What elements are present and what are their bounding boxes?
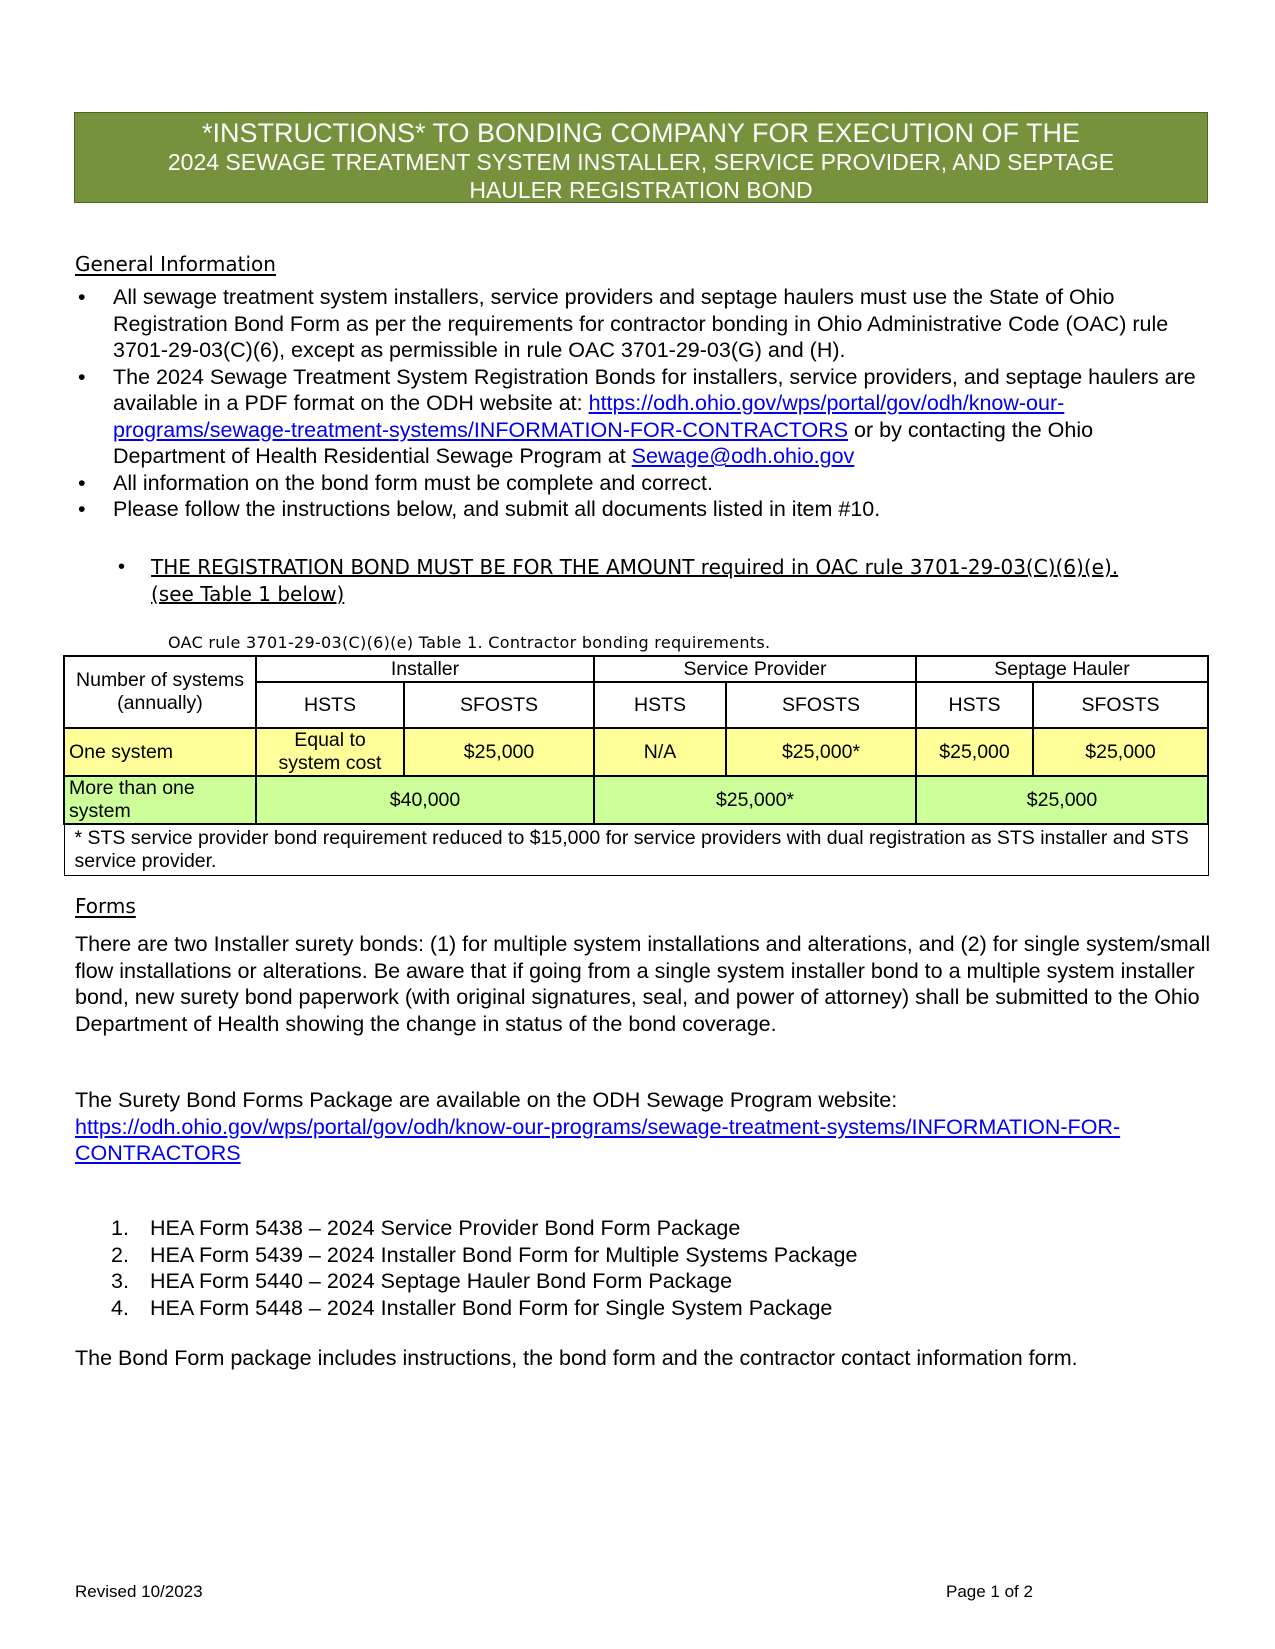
list-number: 2. bbox=[111, 1242, 129, 1267]
table-cell: $25,000* bbox=[594, 776, 916, 824]
table-cell: N/A bbox=[594, 728, 726, 776]
list-text: HEA Form 5438 – 2024 Service Provider Bond Form Package bbox=[150, 1216, 741, 1240]
bullet-text: or by contacting the Ohio Department of Health Residential Sewage Program at bbox=[113, 417, 1094, 468]
table-cell: $25,000 bbox=[916, 728, 1033, 776]
bonding-requirements-table bbox=[63, 655, 1209, 876]
service-provider-header: Service Provider bbox=[594, 656, 916, 682]
surety-paragraph bbox=[75, 1087, 1215, 1167]
subcol-header: SFOSTS bbox=[726, 682, 916, 728]
systems-column-header: Number of systems (annually) bbox=[64, 656, 256, 728]
table-row-multiple-systems bbox=[64, 776, 1208, 824]
title-banner bbox=[74, 112, 1208, 203]
list-item bbox=[75, 1268, 857, 1295]
installer-header: Installer bbox=[256, 656, 594, 682]
list-item bbox=[75, 1215, 857, 1242]
septage-hauler-header: Septage Hauler bbox=[916, 656, 1208, 682]
list-number: 1. bbox=[111, 1216, 129, 1240]
subcol-header: HSTS bbox=[594, 682, 726, 728]
list-text: HEA Form 5440 – 2024 Septage Hauler Bond Form Package bbox=[150, 1269, 733, 1293]
row-label: One system bbox=[64, 728, 256, 776]
bullet-text: All information on the bond form must be complete and correct. bbox=[113, 470, 713, 495]
sub-bullet-text: THE REGISTRATION BOND MUST BE FOR THE AMOUNT required in OAC rule 3701-29-03(C)(6)(e). (see Table 1 below) bbox=[151, 555, 1119, 606]
list-item bbox=[75, 1242, 857, 1269]
bullet-text: All sewage treatment system installers, service providers and septage haulers must use the State of Ohio Registration Bond Form as per the requirements for contractor bonding in Ohio Administrative Code (OAC) rule 3701-29-03(C)(6), except as permissible in rule OAC 3701-29-03(G) and (H). bbox=[113, 285, 1169, 362]
table-cell: Equal to system cost bbox=[256, 728, 404, 776]
subcol-header: SFOSTS bbox=[1033, 682, 1208, 728]
page-number: Page 1 of 2 bbox=[946, 1582, 1033, 1601]
table-cell: $25,000* bbox=[726, 728, 916, 776]
list-item bbox=[75, 1295, 857, 1322]
table-note-row bbox=[64, 824, 1208, 876]
title-line-2: 2024 SEWAGE TREATMENT SYSTEM INSTALLER, SERVICE PROVIDER, AND SEPTAGE bbox=[167, 149, 1115, 175]
table-row-one-system bbox=[64, 728, 1208, 776]
list-text: HEA Form 5439 – 2024 Installer Bond Form for Multiple Systems Package bbox=[150, 1242, 858, 1267]
forms-heading: Forms bbox=[75, 894, 136, 918]
forms-list bbox=[75, 1215, 857, 1321]
table-cell: $25,000 bbox=[916, 776, 1208, 824]
contractors-info-link[interactable]: https://odh.ohio.gov/wps/portal/gov/odh/know-our-programs/sewage-treatment-systems/INFORMATION-FOR-CONTRACTORS bbox=[113, 391, 1065, 442]
table-cell: $25,000 bbox=[1033, 728, 1208, 776]
sewage-email-link[interactable]: Sewage@odh.ohio.gov bbox=[631, 444, 855, 468]
bullet-text: The 2024 Sewage Treatment System Registration Bonds for installers, service providers, and septage haulers are available in a PDF format on the ODH website at: bbox=[113, 364, 1196, 415]
list-text: HEA Form 5448 – 2024 Installer Bond Form for Single System Package bbox=[150, 1295, 833, 1320]
list-item bbox=[75, 284, 1205, 364]
title-line-3: HAULER REGISTRATION BOND bbox=[469, 177, 813, 203]
list-item bbox=[75, 496, 1205, 523]
subcol-header: HSTS bbox=[256, 682, 404, 728]
revised-date: Revised 10/2023 bbox=[75, 1582, 203, 1601]
table-cell: $40,000 bbox=[256, 776, 594, 824]
table-caption: OAC rule 3701-29-03(C)(6)(e) Table 1. Contractor bonding requirements. bbox=[168, 633, 771, 652]
list-number: 3. bbox=[111, 1269, 129, 1293]
subcol-header: HSTS bbox=[916, 682, 1033, 728]
list-number: 4. bbox=[111, 1295, 129, 1320]
list-item bbox=[75, 364, 1205, 470]
table-cell: $25,000 bbox=[404, 728, 594, 776]
closing-paragraph: The Bond Form package includes instructions, the bond form and the contractor contact information form. bbox=[75, 1346, 1078, 1370]
list-item bbox=[75, 470, 1205, 497]
general-information-heading: General Information bbox=[75, 252, 276, 276]
forms-paragraph: There are two Installer surety bonds: (1) for multiple system installations and alterations, and (2) for single system/small flow installations or alterations. Be aware that if going from a single system installer bond to a multiple system installer bond, new surety bond paperwork (with original signatures, seal, and power of attorney) shall be submitted to the Ohio Department of Health showing the change in status of the bond coverage. bbox=[75, 932, 1211, 1036]
bond-amount-sub-bullet bbox=[113, 554, 1151, 607]
subcol-header: SFOSTS bbox=[404, 682, 594, 728]
surety-text: The Surety Bond Forms Package are available on the ODH Sewage Program website: bbox=[75, 1088, 898, 1112]
row-label: More than one system bbox=[64, 776, 256, 824]
general-information-list bbox=[75, 284, 1205, 523]
table-header-row bbox=[64, 656, 1208, 682]
bullet-text: Please follow the instructions below, and submit all documents listed in item #10. bbox=[113, 497, 881, 521]
title-line-1: *INSTRUCTIONS* TO BONDING COMPANY FOR EXECUTION OF THE bbox=[201, 118, 1081, 148]
table-footnote: * STS service provider bond requirement reduced to $15,000 for service providers with dual registration as STS installer and STS service provider. bbox=[64, 824, 1208, 876]
surety-forms-link[interactable]: https://odh.ohio.gov/wps/portal/gov/odh/know-our-programs/sewage-treatment-systems/INFORMATION-FOR-CONTRACTORS bbox=[75, 1114, 1121, 1165]
